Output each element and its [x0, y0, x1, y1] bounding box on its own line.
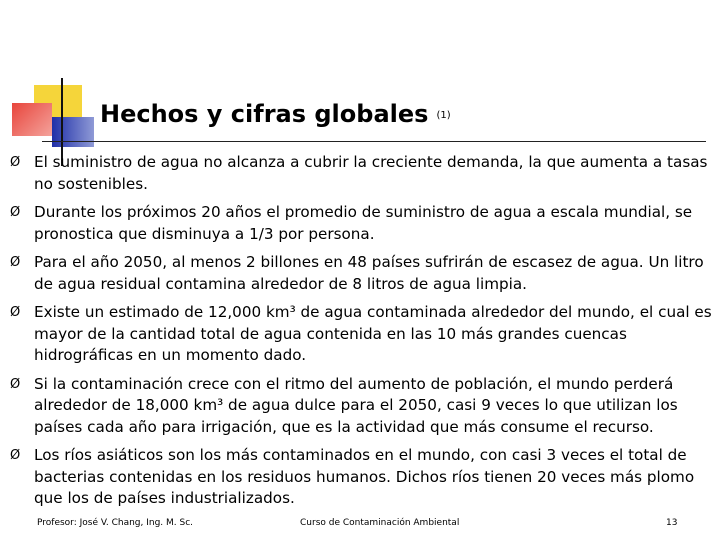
- list-item-text: Para el año 2050, al menos 2 billones en 48 países sufrirán de escasez de agua. Un litro de agua residual contamina alrededor de 8 litros de agua limpia.: [34, 253, 704, 293]
- arrow-bullet-icon: Ø: [10, 376, 21, 392]
- list-item-text: El suministro de agua no alcanza a cubrir la creciente demanda, la que aumenta a tasas no sostenibles.: [34, 153, 708, 193]
- arrow-bullet-icon: Ø: [10, 255, 21, 270]
- decorative-red-square: [12, 103, 52, 136]
- list-item-text: Existe un estimado de 12,000 km³ de agua contaminada alrededor del mundo, el cual es mayor de la cantidad total de agua contenida en las 10 más grandes cuencas hidrográficas en un momento dado.: [34, 303, 712, 364]
- list-item: [10, 152, 712, 195]
- list-item: [10, 202, 712, 245]
- footer-course: Curso de Contaminación Ambiental: [300, 518, 460, 528]
- arrow-bullet-icon: Ø: [10, 155, 21, 170]
- footer-author: Profesor: José V. Chang, Ing. M. Sc.: [37, 518, 194, 528]
- decorative-blue-square: [52, 117, 94, 147]
- bullet-list: [10, 152, 712, 517]
- list-item-text: Durante los próximos 20 años el promedio de suministro de agua a escala mundial, se pronostica que disminuya a 1/3 por persona.: [34, 203, 693, 243]
- list-item-text: Si la contaminación crece con el ritmo del aumento de población, el mundo perderá alrededor de 18,000 km³ de agua dulce para el 2050, casi 9 veces lo que utilizan los países cada año para irrigación, que es la actividad que más consume el recurso.: [34, 374, 678, 436]
- title-text: Hechos y cifras globales: [100, 100, 429, 128]
- list-item: [10, 445, 712, 510]
- list-item-text: Los ríos asiáticos son los más contaminados en el mundo, con casi 3 veces el total de bacterias contenidas en los residuos humanos. Dichos ríos tienen 20 veces más plomo que los de países industrializados.: [34, 446, 695, 507]
- slide-title: [100, 100, 451, 128]
- title-divider: [42, 141, 706, 142]
- title-footnote-marker: (1): [436, 109, 451, 121]
- arrow-bullet-icon: Ø: [10, 448, 21, 463]
- list-item: [10, 374, 712, 439]
- list-item: [10, 302, 712, 367]
- footer-page-number: 13: [666, 518, 678, 528]
- arrow-bullet-icon: Ø: [10, 205, 21, 220]
- list-item: [10, 252, 712, 295]
- arrow-bullet-icon: Ø: [10, 305, 21, 320]
